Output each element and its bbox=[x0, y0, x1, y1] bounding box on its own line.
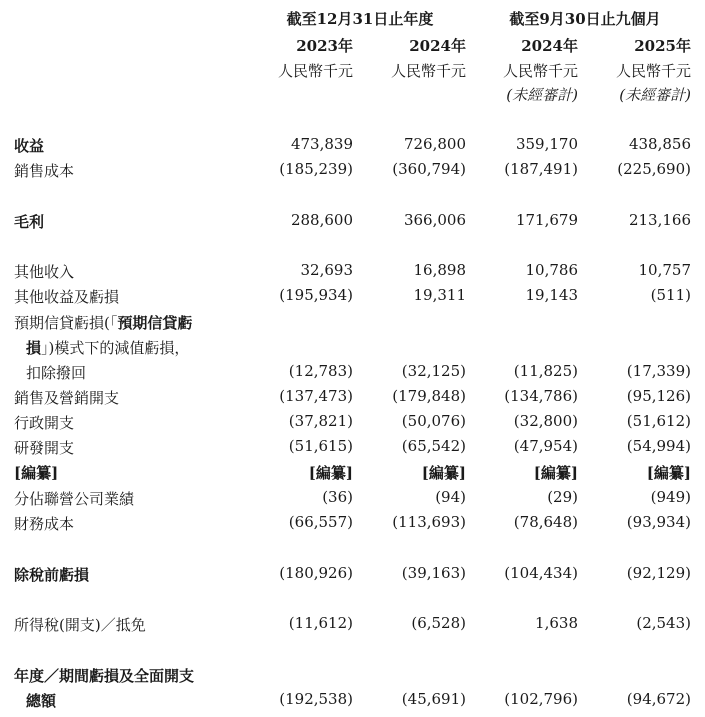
row-selling-marketing-value-4: (95,126) bbox=[626, 387, 691, 405]
col-unit-3: 人民幣千元 bbox=[502, 62, 578, 80]
row-redacted-value-2: [編纂] bbox=[421, 464, 466, 482]
row-income-tax-value-3: 1,638 bbox=[535, 614, 578, 632]
row-administrative-value-3: (32,800) bbox=[513, 412, 578, 430]
row-ecl-value-2: (32,125) bbox=[401, 362, 466, 380]
row-redacted-value-3: [編纂] bbox=[533, 464, 578, 482]
row-research-development-value-1: (51,615) bbox=[288, 437, 353, 455]
row-cost-of-sales-value-4: (225,690) bbox=[617, 160, 691, 178]
col-note-4: (未經審計) bbox=[619, 86, 691, 104]
row-ecl-value-3: (11,825) bbox=[513, 362, 578, 380]
row-other-income-value-4: 10,757 bbox=[638, 261, 691, 279]
ecl-line1-bold: 預期信貸虧 bbox=[117, 314, 193, 332]
row-gross-profit-value-3: 171,679 bbox=[515, 211, 578, 229]
row-ecl-value-1: (12,783) bbox=[288, 362, 353, 380]
row-other-gains-losses-value-2: 19,311 bbox=[413, 286, 466, 304]
row-label-total-loss-line2: 總額 bbox=[26, 692, 57, 710]
row-label-ecl-line1 bbox=[14, 312, 192, 333]
header-group-year-end: 截至12月31日止年度 bbox=[286, 10, 434, 28]
row-other-income-value-3: 10,786 bbox=[525, 261, 578, 279]
row-total-loss-value-3: (102,796) bbox=[504, 690, 578, 708]
row-research-development-value-4: (54,994) bbox=[626, 437, 691, 455]
row-label-income-tax: 所得稅(開支)／抵免 bbox=[14, 616, 146, 634]
row-label-revenue: 收益 bbox=[14, 137, 45, 155]
row-other-income-value-1: 32,693 bbox=[300, 261, 353, 279]
row-label-total-loss-line1: 年度／期間虧損及全面開支 bbox=[14, 667, 195, 685]
row-label-other-gains-losses: 其他收益及虧損 bbox=[14, 288, 120, 306]
col-unit-1: 人民幣千元 bbox=[277, 62, 353, 80]
row-gross-profit-value-2: 366,006 bbox=[403, 211, 466, 229]
row-selling-marketing-value-3: (134,786) bbox=[504, 387, 578, 405]
row-cost-of-sales-value-3: (187,491) bbox=[504, 160, 578, 178]
row-revenue-value-3: 359,170 bbox=[515, 135, 578, 153]
col-year-2: 2024年 bbox=[409, 37, 466, 55]
row-finance-costs-value-1: (66,557) bbox=[288, 513, 353, 531]
row-total-loss-value-2: (45,691) bbox=[401, 690, 466, 708]
row-label-finance-costs: 財務成本 bbox=[14, 515, 75, 533]
row-income-tax-value-2: (6,528) bbox=[411, 614, 466, 632]
col-unit-2: 人民幣千元 bbox=[390, 62, 466, 80]
row-ecl-value-4: (17,339) bbox=[626, 362, 691, 380]
row-label-administrative: 行政開支 bbox=[14, 414, 75, 432]
col-year-3: 2024年 bbox=[521, 37, 578, 55]
row-cost-of-sales-value-1: (185,239) bbox=[279, 160, 353, 178]
ecl-line2-post: 」)模式下的減值虧損， bbox=[41, 339, 190, 357]
row-finance-costs-value-3: (78,648) bbox=[513, 513, 578, 531]
row-loss-before-tax-value-4: (92,129) bbox=[626, 564, 691, 582]
row-label-gross-profit: 毛利 bbox=[14, 213, 45, 231]
row-share-of-associates-value-4: (949) bbox=[650, 488, 691, 506]
row-total-loss-value-4: (94,672) bbox=[626, 690, 691, 708]
row-finance-costs-value-2: (113,693) bbox=[392, 513, 466, 531]
row-share-of-associates-value-2: (94) bbox=[435, 488, 466, 506]
row-gross-profit-value-1: 288,600 bbox=[290, 211, 353, 229]
row-label-selling-marketing: 銷售及營銷開支 bbox=[14, 389, 120, 407]
row-revenue-value-2: 726,800 bbox=[403, 135, 466, 153]
row-label-research-development: 研發開支 bbox=[14, 439, 75, 457]
row-label-other-income: 其他收入 bbox=[14, 263, 75, 281]
row-redacted-value-4: [編纂] bbox=[646, 464, 691, 482]
row-selling-marketing-value-2: (179,848) bbox=[392, 387, 466, 405]
row-other-gains-losses-value-1: (195,934) bbox=[279, 286, 353, 304]
row-label-cost-of-sales: 銷售成本 bbox=[14, 162, 75, 180]
row-redacted-value-1: [編纂] bbox=[308, 464, 353, 482]
row-research-development-value-2: (65,542) bbox=[401, 437, 466, 455]
row-share-of-associates-value-3: (29) bbox=[547, 488, 578, 506]
row-administrative-value-2: (50,076) bbox=[401, 412, 466, 430]
col-unit-4: 人民幣千元 bbox=[615, 62, 691, 80]
row-administrative-value-4: (51,612) bbox=[626, 412, 691, 430]
row-other-gains-losses-value-4: (511) bbox=[650, 286, 691, 304]
col-note-3: (未經審計) bbox=[506, 86, 578, 104]
col-year-4: 2025年 bbox=[634, 37, 691, 55]
header-group-nine-months: 截至9月30日止九個月 bbox=[509, 10, 661, 28]
row-revenue-value-4: 438,856 bbox=[628, 135, 691, 153]
row-total-loss-value-1: (192,538) bbox=[279, 690, 353, 708]
ecl-line2-bold: 損 bbox=[26, 339, 42, 357]
row-other-gains-losses-value-3: 19,143 bbox=[525, 286, 578, 304]
row-finance-costs-value-4: (93,934) bbox=[626, 513, 691, 531]
row-administrative-value-1: (37,821) bbox=[288, 412, 353, 430]
row-label-loss-before-tax: 除稅前虧損 bbox=[14, 566, 90, 584]
row-gross-profit-value-4: 213,166 bbox=[628, 211, 691, 229]
row-label-ecl-line2 bbox=[26, 337, 189, 358]
row-share-of-associates-value-1: (36) bbox=[322, 488, 353, 506]
row-cost-of-sales-value-2: (360,794) bbox=[392, 160, 466, 178]
row-income-tax-value-4: (2,543) bbox=[636, 614, 691, 632]
row-loss-before-tax-value-1: (180,926) bbox=[279, 564, 353, 582]
row-income-tax-value-1: (11,612) bbox=[288, 614, 353, 632]
row-label-redacted: [編纂] bbox=[14, 464, 59, 482]
row-other-income-value-2: 16,898 bbox=[413, 261, 466, 279]
col-year-1: 2023年 bbox=[296, 37, 353, 55]
row-selling-marketing-value-1: (137,473) bbox=[279, 387, 353, 405]
row-loss-before-tax-value-2: (39,163) bbox=[401, 564, 466, 582]
row-label-share-of-associates: 分佔聯營公司業績 bbox=[14, 490, 135, 508]
row-label-ecl-line3: 扣除撥回 bbox=[26, 364, 87, 382]
ecl-line1-pre: 預期信貸虧損(「 bbox=[14, 314, 118, 332]
row-loss-before-tax-value-3: (104,434) bbox=[504, 564, 578, 582]
row-research-development-value-3: (47,954) bbox=[513, 437, 578, 455]
row-revenue-value-1: 473,839 bbox=[290, 135, 353, 153]
